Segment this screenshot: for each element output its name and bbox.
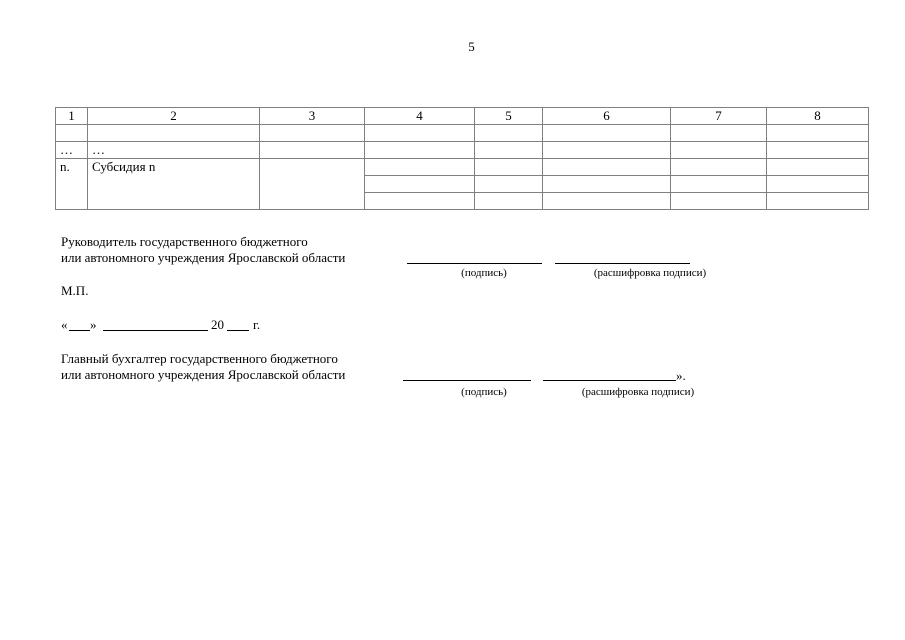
column-header: 2 [88,108,260,125]
table-row [56,159,869,176]
date-day-line [69,330,90,331]
manager-title-line2: или автономного учреждения Ярославской области [61,250,346,265]
manager-title-line1: Руководитель государственного бюджетного [61,234,308,249]
table-cell [260,159,365,210]
column-header: 3 [260,108,365,125]
accountant-decode-line [543,380,676,381]
date-year-prefix: 20 [211,317,224,332]
page-number: 5 [468,39,475,54]
date-open-quote: « [61,317,68,332]
date-month-line [103,330,208,331]
table-cell [767,193,869,210]
table-cell [671,176,767,193]
column-header: 4 [365,108,475,125]
table-cell [671,142,767,159]
table-cell [475,193,543,210]
table-row [56,142,869,159]
accountant-title-line1: Главный бухгалтер государственного бюджетного [61,351,338,366]
table-cell [543,125,671,142]
table-cell: … [88,142,260,159]
table-cell [543,176,671,193]
table-cell [475,125,543,142]
table-header-row [56,108,869,125]
table-cell [475,142,543,159]
table-cell [365,193,475,210]
table-cell [767,176,869,193]
table-cell [543,193,671,210]
subsidy-table [55,107,869,210]
column-header: 8 [767,108,869,125]
accountant-title [61,351,345,383]
manager-signature-line [407,263,542,264]
table-cell [671,193,767,210]
table-cell [365,125,475,142]
date-year-line [227,330,249,331]
table-cell [767,159,869,176]
table-cell [260,125,365,142]
table-cell [365,176,475,193]
table-cell [88,125,260,142]
table-cell [365,142,475,159]
table-cell [56,125,88,142]
table-cell [475,159,543,176]
column-header: 7 [671,108,767,125]
manager-decode-caption: (расшифровка подписи) [593,267,707,279]
table-cell [543,142,671,159]
manager-title [61,234,345,266]
column-header: 5 [475,108,543,125]
accountant-title-line2: или автономного учреждения Ярославской области [61,367,346,382]
manager-sign-caption: (подпись) [461,267,507,279]
manager-decode-line [555,263,690,264]
date-year-suffix: г. [253,317,261,332]
table-cell [543,159,671,176]
table-row [56,125,869,142]
table-cell [767,125,869,142]
table-cell: … [56,142,88,159]
date-close-quote: » [90,317,97,332]
stamp-label: М.П. [61,283,89,298]
table-cell [365,159,475,176]
accountant-decode-caption: (расшифровка подписи) [581,386,695,398]
column-header: 6 [543,108,671,125]
table-cell [671,125,767,142]
table-cell: n. [56,159,88,210]
table-cell: Субсидия n [88,159,260,210]
accountant-sign-caption: (подпись) [461,386,507,398]
accountant-signature-line [403,380,531,381]
column-header: 1 [56,108,88,125]
table-cell [767,142,869,159]
table-cell [260,142,365,159]
accountant-end-mark: ». [676,368,686,383]
table-cell [475,176,543,193]
table-cell [671,159,767,176]
